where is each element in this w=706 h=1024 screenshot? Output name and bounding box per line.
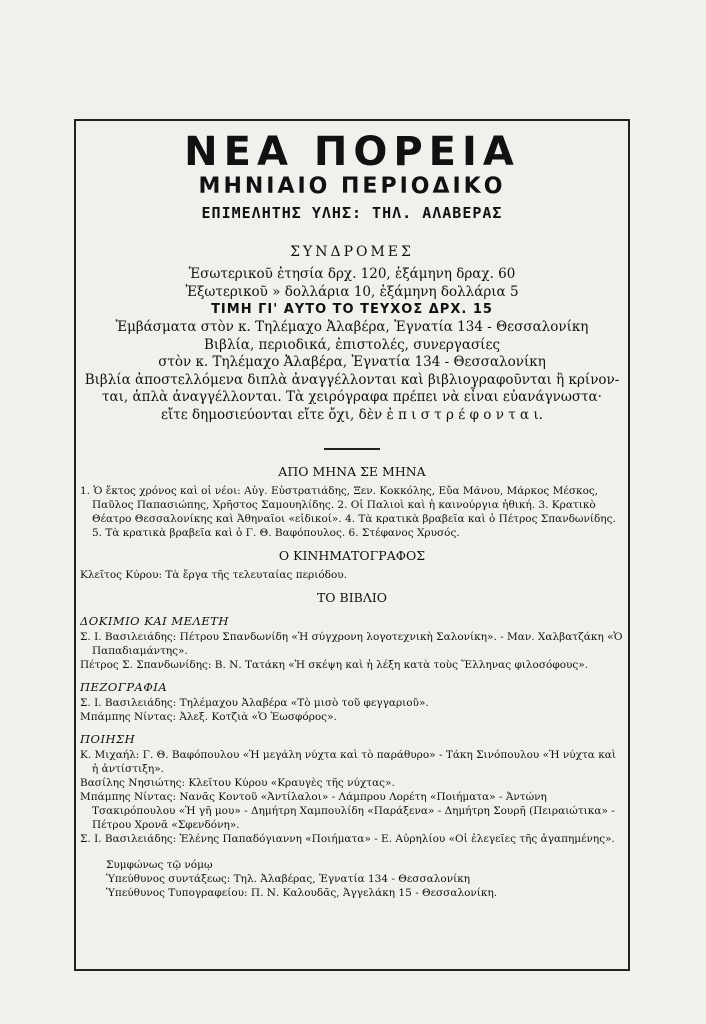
imprint-line: Συμφώνως τῷ νόμῳ <box>106 859 213 871</box>
category-essay: ΔΟΚΙΜΙΟ ΚΑΙ ΜΕΛΕΤΗ <box>80 614 229 628</box>
subscription-note: Βιβλία, περιοδικά, ἐπιστολές, συνεργασίες <box>203 336 501 353</box>
category-prose: ΠΕΖΟΓΡΑΦΙΑ <box>80 680 168 694</box>
magazine-subtitle: ΜΗΝΙΑΙΟ ΠΕΡΙΟΔΙΚΟ <box>198 174 506 199</box>
subscriptions-heading: ΣΥΝΔΡΟΜΕΣ <box>290 244 414 260</box>
page-content <box>80 130 624 900</box>
subscription-note: εἴτε δημοσιεύονται εἴτε ὄχι, δὲν ἐ π ι σ τ ρ έ φ ο ν τ α ι. <box>161 406 543 423</box>
imprint <box>106 858 624 900</box>
cinema-heading: Ο ΚΙΝΗΜΑΤΟΓΡΑΦΟΣ <box>278 548 426 563</box>
book-heading: ΤΟ ΒΙΒΛΙΟ <box>316 590 388 605</box>
magazine-title: ΝΕΑ ΠΟΡΕΙΑ <box>184 129 520 175</box>
cinema-text: Κλεῖτος Κύρου: Τὰ ἔργα τῆς τελευταίας περιόδου. <box>80 569 348 581</box>
list-item: Βασίλης Νησιώτης: Κλεῖτου Κύρου «Κραυγὲς τῆς νύχτας». <box>80 777 395 789</box>
list-item: Κ. Μιχαήλ: Γ. Θ. Βαφόπουλου «Ἡ μεγάλη νύχτα καὶ τὸ παράθυρο» - Τάκη Σινόπουλου «Ἡ νύχτα καὶ ἡ ἀντίστιξη». <box>80 749 616 775</box>
masthead <box>80 130 624 224</box>
subscription-note: Βιβλία ἀποστελλόμενα διπλὰ ἀναγγέλλονται καὶ βιβλιογραφοῦνται ἢ κρίνον- <box>84 371 620 388</box>
list-item: Σ. Ι. Βασιλειάδης: Ἑλένης Παπαδόγιαννη «Ποιήματα» - Ε. Αὐρηλίου «Οἱ ἐλεγεῖες τῆς ἀγαπημένης». <box>80 833 615 845</box>
subscription-note: ται, ἁπλὰ ἀναγγέλλονται. Τὰ χειρόγραφα πρέπει νὰ εἶναι εὐανάγνωστα· <box>102 389 602 405</box>
month-text: 1. Ὁ ἔκτος χρόνος καὶ οἱ νέοι: Αὐγ. Εὐστρατιάδης, Ξεν. Κοκκόλης, Εὔα Μάνου, Μάρκος Μέσκος, Παῦλος Παπασιώπης, Χρῆστος Σαμουηλίδης. 2. Οἱ Παλιοὶ καὶ ἡ καινούργια ἠθική. 3. Κρατικὸ Θέατρο Θεσσαλονίκης καὶ Ἀθηναῖοι «εἰδικοί». 4. Τὰ κρατικὰ βραβεῖα καὶ ὁ Πέτρος Σπανδωνίδης. 5. Τὰ κρατικὰ βραβεῖα καὶ ὁ Γ. Θ. Βαφόπουλος. 6. Στέφανος Χρυσός. <box>80 485 616 539</box>
subscriptions-section <box>80 244 624 424</box>
imprint-line: Ὑπεύθυνος Τυπογραφείου: Π. Ν. Καλουδᾶς, Ἀγγελάκη 15 - Θεσσαλονίκη. <box>106 887 498 899</box>
subscription-note: στὸν κ. Τηλέμαχο Ἀλαβέρα, Ἐγνατία 134 - Θεσσαλονίκη <box>158 354 546 370</box>
subscription-abroad: Ἐξωτερικοῦ » δολλάρια 10, ἑξάμηνη δολλάρια 5 <box>185 283 519 300</box>
list-item: Σ. Ι. Βασιλειάδης: Πέτρου Σπανδωνίδη «Ἡ σύγχρονη λογοτεχνικὴ Σαλονίκη». - Μαν. Χαλβατζάκη «Ὁ Παπαδιαμάντης». <box>80 631 623 657</box>
list-item: Σ. Ι. Βασιλειάδης: Τηλέμαχου Ἀλαβέρα «Τὸ μισὸ τοῦ φεγγαριοῦ». <box>80 697 429 709</box>
editor-line: ΕΠΙΜΕΛΗΤΗΣ ΥΛΗΣ: ΤΗΛ. ΑΛΑΒΕΡΑΣ <box>201 204 503 222</box>
subscription-domestic: Ἐσωτερικοῦ ἐτησία δρχ. 120, ἑξάμηνη δραχ. 60 <box>188 266 516 282</box>
table-of-contents <box>80 464 624 846</box>
imprint-line: Ὑπεύθυνος συντάξεως: Τηλ. Ἀλαβέρας, Ἐγνατία 134 - Θεσσαλονίκη <box>106 873 471 885</box>
month-heading: ΑΠΟ ΜΗΝΑ ΣΕ ΜΗΝΑ <box>278 464 426 479</box>
category-poetry: ΠΟΙΗΣΗ <box>80 732 136 746</box>
list-item: Πέτρος Σ. Σπανδωνίδης: Β. Ν. Τατάκη «Ἡ σκέψη καὶ ἡ λέξη κατὰ τοὺς Ἕλληνας φιλοσόφους». <box>80 659 589 671</box>
subscription-note: Ἐμβάσματα στὸν κ. Τηλέμαχο Ἀλαβέρα, Ἐγνατία 134 - Θεσσαλονίκη <box>115 319 589 335</box>
issue-price: ΤΙΜΗ ΓΙ' ΑΥΤΟ ΤΟ ΤΕΥΧΟΣ ΔΡΧ. 15 <box>211 302 493 317</box>
section-divider <box>324 448 380 450</box>
list-item: Μπάμπης Νίντας: Νανᾶς Κοντοῦ «Ἀντίλαλοι» - Λάμπρου Λορέτη «Ποιήματα» - Ἀντώνη Τσακιρόπουλου «Ἡ γῆ μου» - Δημήτρη Χαμπουλίδη «Παράξενα» - Δημήτρη Σουρῆ (Πειραιώτικα» - Πέτρου Χρονᾶ «Σφενδόνη». <box>80 791 615 831</box>
list-item: Μπάμπης Νίντας: Ἀλεξ. Κοτζιὰ «Ὁ Ἑωσφόρος». <box>80 711 337 723</box>
